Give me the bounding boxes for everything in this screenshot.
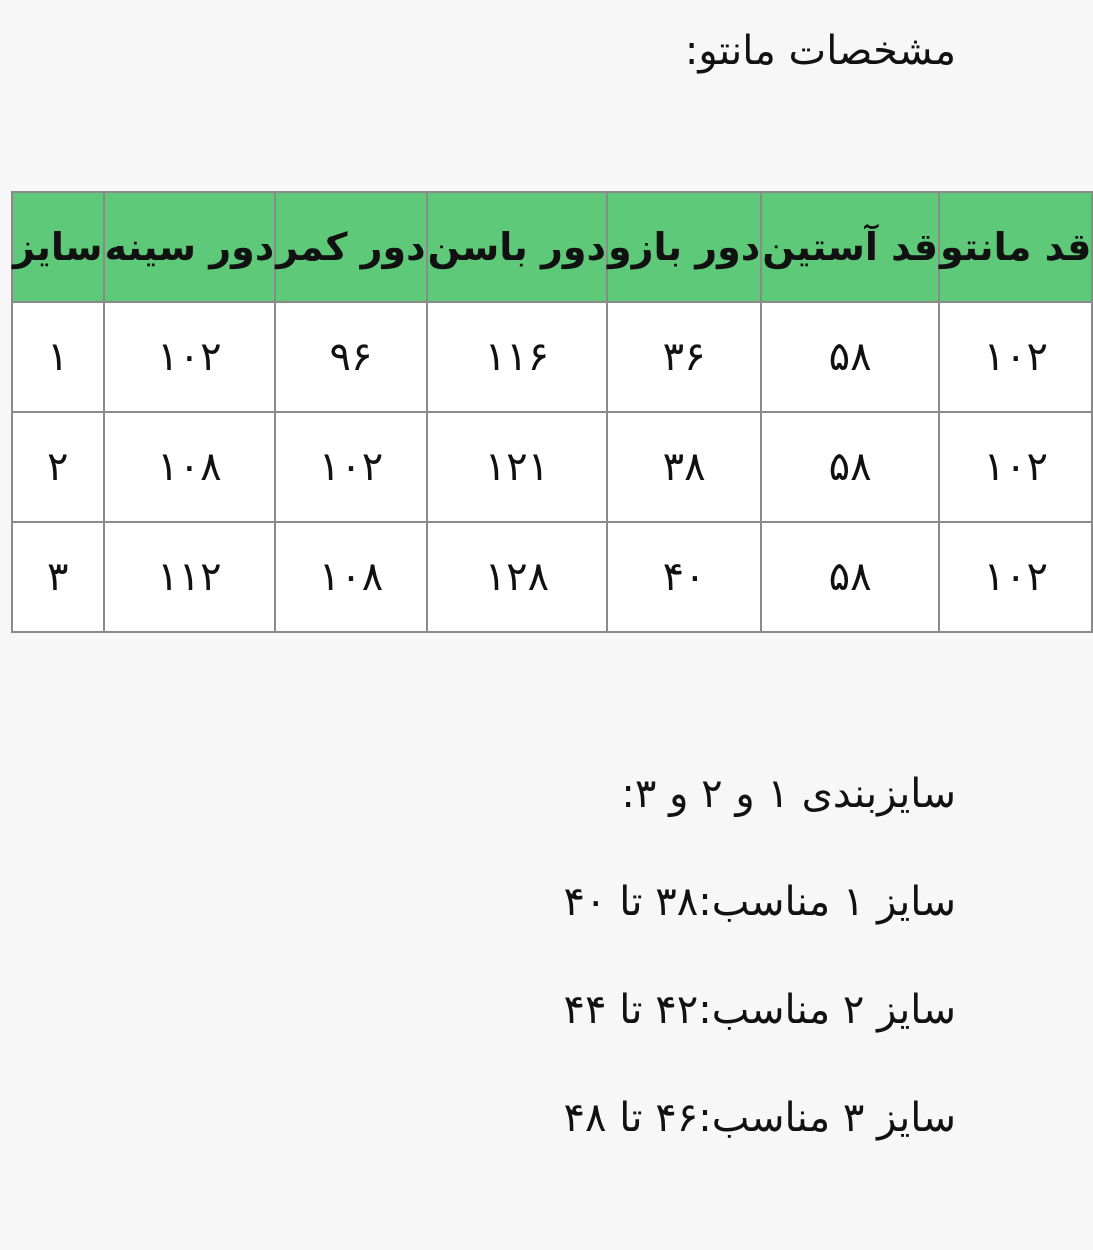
table-row <box>12 412 1092 522</box>
table-cell: ۱۰۲ <box>939 412 1092 522</box>
table-cell: ۵۸ <box>761 302 939 412</box>
table-cell: ۳ <box>12 522 104 632</box>
header-arm-circumference: دور بازو <box>607 192 761 302</box>
header-size: سایز <box>12 192 104 302</box>
table-cell: ۳۶ <box>607 302 761 412</box>
header-hip-circumference: دور باسن <box>427 192 607 302</box>
table-cell: ۱۱۶ <box>427 302 607 412</box>
header-sleeve-length: قد آستین <box>761 192 939 302</box>
table-cell: ۱۰۲ <box>275 412 426 522</box>
table-cell: ۴۰ <box>607 522 761 632</box>
table-cell: ۹۶ <box>275 302 426 412</box>
table-header-row <box>12 192 1092 302</box>
table-cell: ۱۰۸ <box>104 412 276 522</box>
table-cell: ۳۸ <box>607 412 761 522</box>
sizing-title: سایزبندی ۱ و ۲ و ۳: <box>621 771 956 817</box>
table-cell: ۱۲۸ <box>427 522 607 632</box>
table-cell: ۲ <box>12 412 104 522</box>
header-waist-circumference: دور کمر <box>275 192 426 302</box>
sizing-notes <box>564 768 956 1200</box>
size-1-note: سایز ۱ مناسب:۳۸ تا ۴۰ <box>563 879 956 925</box>
size-table <box>11 191 1093 633</box>
table-cell: ۵۸ <box>761 522 939 632</box>
size-3-note: سایز ۳ مناسب:۴۶ تا ۴۸ <box>563 1095 956 1141</box>
table-row <box>12 302 1092 412</box>
size-2-note: سایز ۲ مناسب:۴۲ تا ۴۴ <box>563 987 956 1033</box>
table-cell: ۱۰۸ <box>275 522 426 632</box>
header-garment-length: قد مانتو <box>939 192 1092 302</box>
table-cell: ۱۲۱ <box>427 412 607 522</box>
table-cell: ۵۸ <box>761 412 939 522</box>
page-title: مشخصات مانتو: <box>684 28 956 74</box>
table-cell: ۱۰۲ <box>939 302 1092 412</box>
table-cell: ۱۱۲ <box>104 522 276 632</box>
table-row <box>12 522 1092 632</box>
table-cell: ۱ <box>12 302 104 412</box>
table-cell: ۱۰۲ <box>939 522 1092 632</box>
header-chest-circumference: دور سینه <box>104 192 276 302</box>
table-cell: ۱۰۲ <box>104 302 276 412</box>
